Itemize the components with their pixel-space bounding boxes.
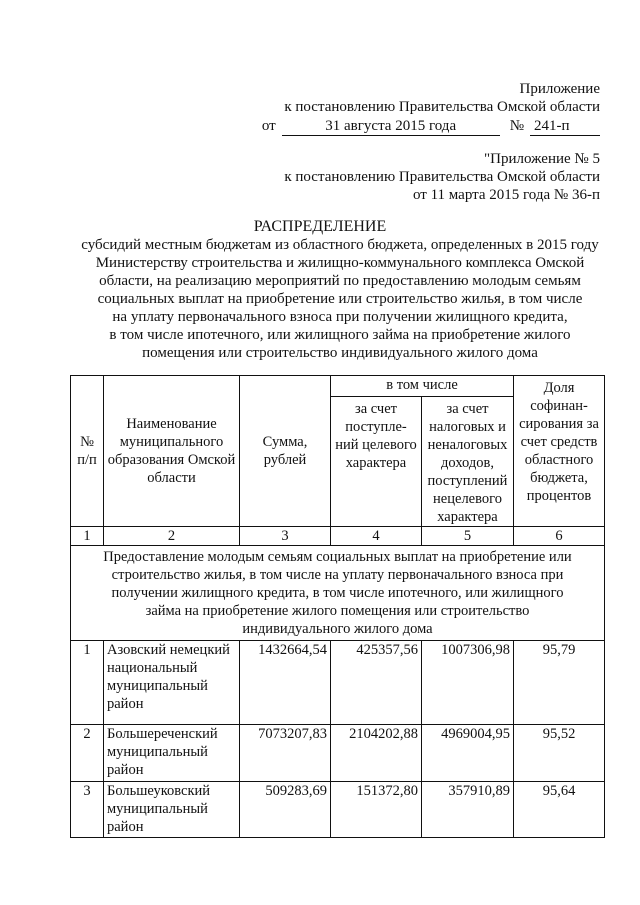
table-row	[71, 782, 605, 838]
appendix-title: Приложение	[519, 81, 600, 97]
header-share: Доля софинан-сирования за счет средств областного бюджета, процентов	[514, 376, 605, 527]
from-label: от	[261, 118, 276, 134]
header-target: за счет поступле-ний целевого характера	[331, 397, 422, 527]
row-num: 1	[71, 641, 104, 725]
header-name: Наименование муниципального образования Омской области	[104, 376, 240, 527]
appendix-date: 31 августа 2015 года	[282, 117, 500, 136]
row-sum: 509283,69	[240, 782, 331, 838]
appendix5-decree-ref: к постановлению Правительства Омской области	[284, 169, 600, 185]
appendix-date-line	[262, 117, 600, 136]
appendix5-header	[284, 150, 600, 204]
table-row	[71, 641, 605, 725]
row-name: Азовский немецкий национальный муниципальный район	[104, 641, 240, 725]
row-target: 425357,56	[331, 641, 422, 725]
col-number: 3	[240, 527, 331, 546]
header-including: в том числе	[331, 376, 514, 397]
row-share: 95,79	[514, 641, 605, 725]
row-target: 2104202,88	[331, 725, 422, 782]
subtitle-line: субсидий местным бюджетам из областного бюджета, определенных в 2015 году	[81, 237, 599, 253]
row-tax: 357910,89	[422, 782, 514, 838]
col-number: 6	[514, 527, 605, 546]
appendix5-title: "Приложение № 5	[484, 151, 600, 167]
document-title: РАСПРЕДЕЛЕНИЕ	[253, 218, 387, 235]
section-row	[71, 546, 605, 641]
subtitle-line: на уплату первоначального взноса при получении жилищного кредита,	[112, 309, 568, 325]
row-tax: 1007306,98	[422, 641, 514, 725]
subtitle-line: в том числе ипотечного, или жилищного займа на приобретение жилого	[109, 327, 571, 343]
col-number: 1	[71, 527, 104, 546]
subtitle-line: помещения или строительство индивидуального жилого дома	[142, 345, 538, 361]
row-name: Большеуковский муниципальный район	[104, 782, 240, 838]
section-title: Предоставление молодым семьям социальных выплат на приобретение или строительство жилья, в том числе на уплату первоначального взноса при получении жилищного кредита, в том числе ипотечного, или жилищного займа на приобретение жилого помещения или строительство индивидуального жилого дома	[71, 546, 605, 641]
col-number: 4	[331, 527, 422, 546]
table-row	[71, 725, 605, 782]
row-share: 95,64	[514, 782, 605, 838]
appendix-number: 241-п	[530, 117, 600, 136]
row-tax: 4969004,95	[422, 725, 514, 782]
column-numbers-row	[71, 527, 605, 546]
row-num: 2	[71, 725, 104, 782]
appendix-header	[262, 80, 600, 136]
appendix5-date-line: от 11 марта 2015 года № 36-п	[412, 187, 600, 203]
subtitle-line: Министерству строительства и жилищно-коммунального комплекса Омской	[95, 255, 585, 271]
col-number: 2	[104, 527, 240, 546]
subtitle-line: области, на реализацию мероприятий по предоставлению молодым семьям	[99, 273, 581, 289]
header-tax: за счет налоговых и неналоговых доходов, поступлений нецелевого характера	[422, 397, 514, 527]
distribution-table	[70, 375, 605, 838]
row-sum: 7073207,83	[240, 725, 331, 782]
row-name: Большереченский муниципальный район	[104, 725, 240, 782]
document-subtitle	[70, 236, 610, 362]
col-number: 5	[422, 527, 514, 546]
header-num: № п/п	[71, 376, 104, 527]
appendix-decree-ref: к постановлению Правительства Омской области	[284, 99, 600, 115]
row-target: 151372,80	[331, 782, 422, 838]
row-num: 3	[71, 782, 104, 838]
header-row	[71, 376, 605, 397]
header-sum: Сумма, рублей	[240, 376, 331, 527]
number-sign: №	[509, 118, 524, 134]
row-share: 95,52	[514, 725, 605, 782]
row-sum: 1432664,54	[240, 641, 331, 725]
subtitle-line: социальных выплат на приобретение или строительство жилья, в том числе	[97, 291, 583, 307]
